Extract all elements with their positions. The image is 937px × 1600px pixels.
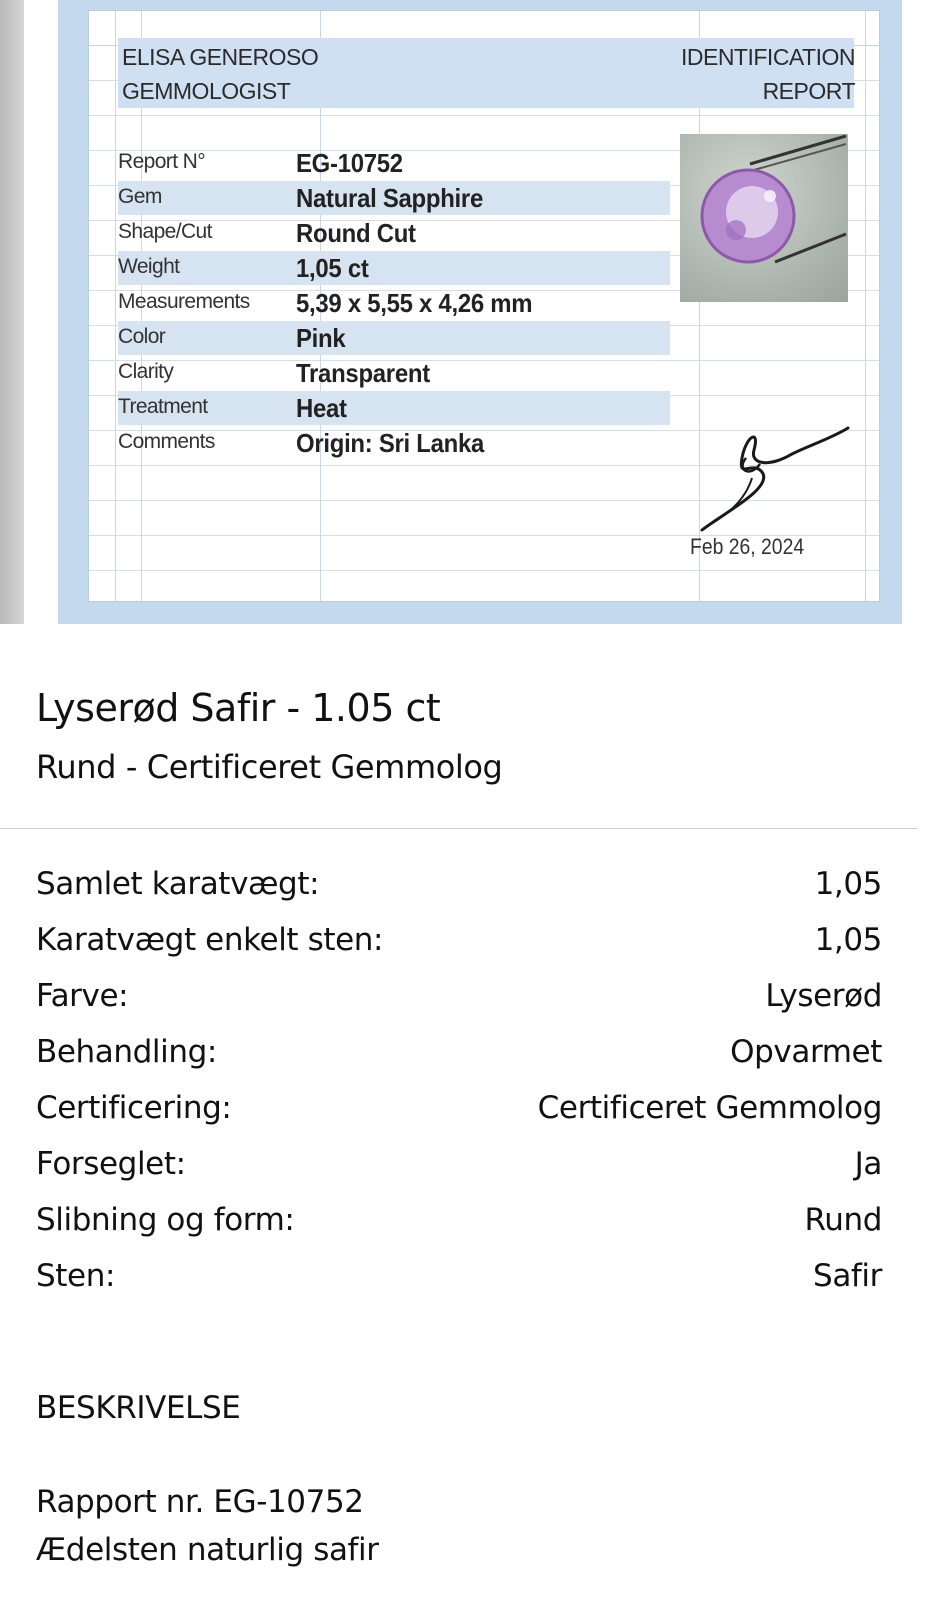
spec-row-color: Farve: Lyserød: [36, 978, 882, 1014]
cert-row-treatment: Treatment Heat: [118, 391, 670, 425]
spec-row-single-carat: Karatvægt enkelt sten: 1,05: [36, 922, 882, 958]
spec-row-cut-shape: Slibning og form: Rund: [36, 1202, 882, 1238]
description-heading: BESKRIVELSE: [36, 1390, 241, 1426]
issuer-name: ELISA GENEROSO GEMMOLOGIST: [122, 44, 319, 104]
cert-row-measurements: Measurements 5,39 x 5,55 x 4,26 mm: [118, 288, 533, 318]
product-subtitle: Rund - Certificeret Gemmolog: [36, 748, 503, 786]
gemstone-photo: [680, 134, 848, 302]
section-divider: [0, 828, 918, 829]
product-title: Lyserød Safir - 1.05 ct: [36, 686, 441, 730]
description-line: Rapport nr. EG-10752: [36, 1484, 364, 1520]
spec-row-treatment: Behandling: Opvarmet: [36, 1034, 882, 1070]
spec-row-total-carat: Samlet karatvægt: 1,05: [36, 866, 882, 902]
previous-image-edge: [0, 0, 24, 624]
sapphire-icon: [680, 134, 848, 302]
spec-row-certification: Certificering: Certificeret Gemmolog: [36, 1090, 882, 1126]
signature-icon: [682, 418, 852, 536]
spec-row-sealed: Forseglet: Ja: [36, 1146, 882, 1182]
cert-row-color: Color Pink: [118, 321, 670, 355]
cert-row-clarity: Clarity Transparent: [118, 358, 430, 388]
spec-row-stone: Sten: Safir: [36, 1258, 882, 1294]
cert-row-report-no: Report N° EG-10752: [118, 148, 403, 178]
certificate-image[interactable]: [0, 0, 937, 624]
description-line: Ædelsten naturlig safir: [36, 1532, 379, 1568]
report-type: IDENTIFICATION REPORT: [680, 44, 855, 104]
cert-row-gem: Gem Natural Sapphire: [118, 181, 670, 215]
cert-row-shape: Shape/Cut Round Cut: [118, 218, 416, 248]
cert-row-weight: Weight 1,05 ct: [118, 251, 670, 285]
certificate-date: Feb 26, 2024: [690, 534, 805, 559]
cert-row-comments: Comments Origin: Sri Lanka: [118, 428, 485, 458]
